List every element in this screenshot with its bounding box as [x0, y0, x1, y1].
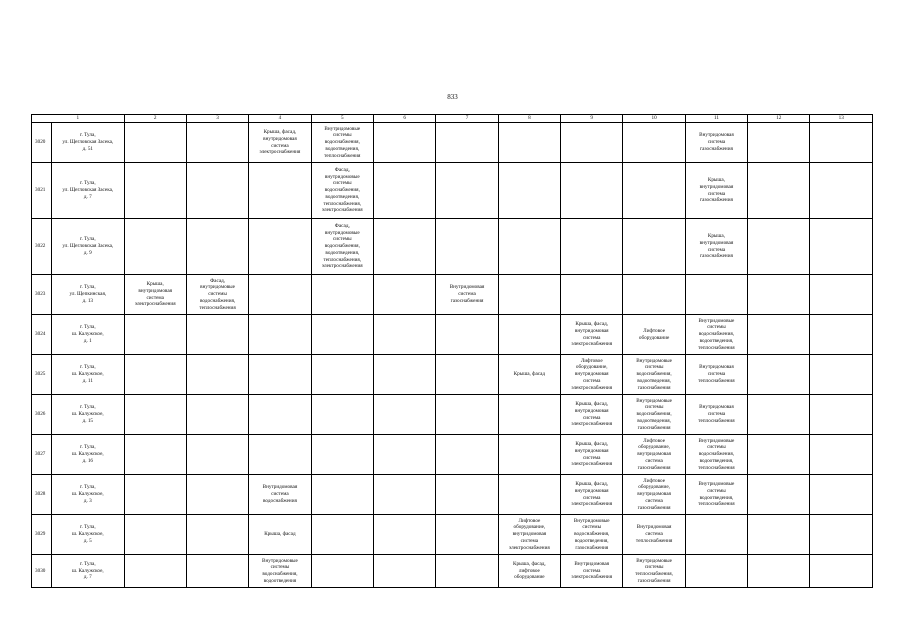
work-type-cell — [311, 475, 373, 515]
work-type-cell: Внутридомовая система водоснабжения — [249, 475, 311, 515]
work-type-cell — [124, 435, 186, 475]
work-type-cell — [186, 315, 248, 355]
column-header-12: 12 — [748, 115, 810, 123]
work-type-cell — [249, 435, 311, 475]
work-type-cell — [186, 555, 248, 588]
work-type-cell — [810, 219, 873, 275]
work-type-cell: Фасад, внутридомовые системы водоснабжения, водоотведения, теплоснабжения, электроснабжения — [311, 219, 373, 275]
work-type-cell — [436, 395, 498, 435]
table-row — [32, 395, 873, 435]
work-type-cell — [561, 163, 623, 219]
work-type-cell — [748, 219, 810, 275]
work-type-cell — [124, 475, 186, 515]
address-cell: г. Тула, ул. Щепкинская, д. 13 — [52, 275, 124, 315]
work-type-cell: Внутридомовая система газоснабжения — [685, 123, 747, 163]
work-type-cell: Крыша, фасад, внутридомовая система электроснабжения — [249, 123, 311, 163]
work-type-cell — [561, 123, 623, 163]
address-cell: г. Тула, ул. Щегловская Засека, д. 7 — [52, 163, 124, 219]
work-type-cell — [311, 315, 373, 355]
work-type-cell — [810, 555, 873, 588]
work-type-cell — [373, 123, 435, 163]
work-type-cell: Внутридомовая система газоснабжения — [436, 275, 498, 315]
work-type-cell: Крыша, фасад, внутридомовая система электроснабжения — [561, 395, 623, 435]
work-type-cell: Внутридомовые системы водоснабжения, водоотведения — [249, 555, 311, 588]
row-number: 3025 — [32, 355, 52, 395]
work-type-cell — [498, 435, 560, 475]
work-type-cell — [373, 395, 435, 435]
address-cell: г. Тула, ш. Калужское, д. 11 — [52, 355, 124, 395]
column-header-2: 2 — [124, 115, 186, 123]
work-type-cell — [498, 475, 560, 515]
work-type-cell — [186, 475, 248, 515]
table-row — [32, 515, 873, 555]
work-type-cell — [124, 515, 186, 555]
work-type-cell — [124, 555, 186, 588]
work-type-cell — [436, 219, 498, 275]
row-number: 3020 — [32, 123, 52, 163]
work-type-cell: Крыша, внутридомовая система электроснабжения — [124, 275, 186, 315]
table-row — [32, 123, 873, 163]
work-type-cell — [373, 555, 435, 588]
work-type-cell — [436, 475, 498, 515]
row-number: 3024 — [32, 315, 52, 355]
work-type-cell — [373, 355, 435, 395]
work-type-cell — [436, 555, 498, 588]
work-type-cell — [685, 275, 747, 315]
address-cell: г. Тула, ш. Калужское, д. 16 — [52, 435, 124, 475]
work-type-cell: Внутридомовые системы водоснабжения, водоотведения, теплоснабжения — [685, 315, 747, 355]
work-type-cell — [748, 355, 810, 395]
work-type-cell — [810, 275, 873, 315]
work-type-cell — [685, 555, 747, 588]
column-header-4: 4 — [249, 115, 311, 123]
address-cell: г. Тула, ш. Калужское, д. 5 — [52, 515, 124, 555]
work-type-cell: Внутридомовые системы водоснабжения, водоотведения, теплоснабжения — [685, 435, 747, 475]
work-type-cell — [810, 355, 873, 395]
column-header-10: 10 — [623, 115, 685, 123]
address-cell: г. Тула, ш. Калужское, д. 15 — [52, 395, 124, 435]
work-type-cell — [249, 163, 311, 219]
work-type-cell: Лифтовое оборудование, внутридомовая система газоснабжения — [623, 435, 685, 475]
row-number: 3021 — [32, 163, 52, 219]
work-type-cell — [748, 555, 810, 588]
work-type-cell: Крыша, внутридомовая система газоснабжения — [685, 219, 747, 275]
table-row — [32, 435, 873, 475]
address-cell: г. Тула, ул. Щегловская Засека, д. 51 — [52, 123, 124, 163]
work-type-cell — [373, 163, 435, 219]
work-type-cell — [561, 275, 623, 315]
work-type-cell — [436, 123, 498, 163]
work-type-cell — [124, 315, 186, 355]
table-row — [32, 219, 873, 275]
work-type-cell — [498, 123, 560, 163]
work-type-cell: Внутридомовая система теплоснабжения — [623, 515, 685, 555]
work-type-cell — [373, 315, 435, 355]
work-type-cell — [748, 515, 810, 555]
work-type-cell — [436, 163, 498, 219]
work-type-cell: Лифтовое оборудование, внутридомовая система газоснабжения — [623, 475, 685, 515]
work-type-cell: Внутридомовые системы теплоснабжения, газоснабжения — [623, 555, 685, 588]
work-type-cell — [186, 395, 248, 435]
work-type-cell — [436, 355, 498, 395]
work-type-cell: Внутридомовые системы водоснабжения, водоотведения, газоснабжения — [623, 395, 685, 435]
column-header-3: 3 — [186, 115, 248, 123]
column-header-1: 1 — [32, 115, 125, 123]
table-row — [32, 315, 873, 355]
work-type-cell — [810, 435, 873, 475]
work-type-cell: Фасад, внутридомовые системы водоснабжения, теплоснабжения — [186, 275, 248, 315]
work-type-cell — [311, 555, 373, 588]
work-type-cell — [311, 395, 373, 435]
row-number: 3030 — [32, 555, 52, 588]
work-type-cell — [498, 163, 560, 219]
column-header-6: 6 — [373, 115, 435, 123]
address-cell: г. Тула, ш. Калужское, д. 1 — [52, 315, 124, 355]
row-number: 3028 — [32, 475, 52, 515]
repair-schedule-table — [31, 114, 873, 588]
work-type-cell — [311, 355, 373, 395]
header-row — [32, 115, 873, 123]
work-type-cell — [186, 163, 248, 219]
address-cell: г. Тула, ш. Калужское, д. 3 — [52, 475, 124, 515]
address-cell: г. Тула, ул. Щегловская Засека, д. 9 — [52, 219, 124, 275]
work-type-cell — [685, 515, 747, 555]
work-type-cell — [810, 475, 873, 515]
table-row — [32, 275, 873, 315]
table-row — [32, 355, 873, 395]
work-type-cell — [810, 123, 873, 163]
work-type-cell — [186, 435, 248, 475]
work-type-cell — [124, 123, 186, 163]
work-type-cell — [249, 395, 311, 435]
work-type-cell — [810, 515, 873, 555]
table-row — [32, 555, 873, 588]
work-type-cell — [810, 163, 873, 219]
table-row — [32, 475, 873, 515]
work-type-cell — [186, 355, 248, 395]
work-type-cell — [498, 395, 560, 435]
work-type-cell — [748, 315, 810, 355]
work-type-cell: Крыша, фасад, внутридомовая система электроснабжения — [561, 475, 623, 515]
work-type-cell — [249, 219, 311, 275]
column-header-8: 8 — [498, 115, 560, 123]
work-type-cell — [373, 435, 435, 475]
work-type-cell — [748, 163, 810, 219]
work-type-cell — [748, 475, 810, 515]
work-type-cell — [311, 515, 373, 555]
work-type-cell: Лифтовое оборудование, внутридомовая система электроснабжения — [498, 515, 560, 555]
table-row — [32, 163, 873, 219]
column-header-13: 13 — [810, 115, 873, 123]
work-type-cell: Внутридомовые системы водоотведения, теплоснабжения — [685, 475, 747, 515]
work-type-cell: Крыша, внутридомовая система газоснабжения — [685, 163, 747, 219]
work-type-cell — [748, 395, 810, 435]
work-type-cell — [748, 275, 810, 315]
work-type-cell — [810, 315, 873, 355]
work-type-cell: Лифтовое оборудование, внутридомовая система электроснабжения — [561, 355, 623, 395]
work-type-cell: Внутридомовая система теплоснабжения — [685, 395, 747, 435]
work-type-cell: Фасад, внутридомовые системы водоснабжения, водоотведения, теплоснабжения, электроснабжения — [311, 163, 373, 219]
work-type-cell: Крыша, фасад — [498, 355, 560, 395]
work-type-cell — [373, 275, 435, 315]
row-number: 3026 — [32, 395, 52, 435]
address-cell: г. Тула, ш. Калужское, д. 7 — [52, 555, 124, 588]
work-type-cell — [311, 435, 373, 475]
work-type-cell — [498, 219, 560, 275]
work-type-cell: Внутридомовые системы водоснабжения, водоотведения, газоснабжения — [623, 355, 685, 395]
work-type-cell — [186, 123, 248, 163]
work-type-cell — [373, 515, 435, 555]
work-type-cell — [748, 435, 810, 475]
row-number: 3022 — [32, 219, 52, 275]
work-type-cell — [249, 275, 311, 315]
work-type-cell — [124, 163, 186, 219]
work-type-cell — [249, 315, 311, 355]
work-type-cell — [186, 515, 248, 555]
work-type-cell: Внутридомовые системы водоснабжения, водоотведения, газоснабжения — [561, 515, 623, 555]
work-type-cell: Внутридомовые системы водоснабжения, водоотведения, теплоснабжения — [311, 123, 373, 163]
work-type-cell — [186, 219, 248, 275]
work-type-cell — [623, 123, 685, 163]
work-type-cell — [436, 315, 498, 355]
work-type-cell — [436, 435, 498, 475]
column-header-9: 9 — [561, 115, 623, 123]
work-type-cell: Крыша, фасад, внутридомовая система электроснабжения — [561, 315, 623, 355]
column-header-7: 7 — [436, 115, 498, 123]
work-type-cell: Лифтовое оборудование — [623, 315, 685, 355]
work-type-cell — [498, 275, 560, 315]
work-type-cell — [623, 163, 685, 219]
work-type-cell: Крыша, фасад, лифтовое оборудование — [498, 555, 560, 588]
work-type-cell — [748, 123, 810, 163]
work-type-cell — [498, 315, 560, 355]
page-number: 833 — [447, 93, 458, 101]
column-header-5: 5 — [311, 115, 373, 123]
work-type-cell — [623, 275, 685, 315]
work-type-cell — [810, 395, 873, 435]
column-header-11: 11 — [685, 115, 747, 123]
work-type-cell — [124, 395, 186, 435]
row-number: 3029 — [32, 515, 52, 555]
work-type-cell — [311, 275, 373, 315]
work-type-cell — [124, 355, 186, 395]
work-type-cell — [124, 219, 186, 275]
work-type-cell: Крыша, фасад, внутридомовая система электроснабжения — [561, 435, 623, 475]
work-type-cell: Внутридомовая система теплоснабжения — [685, 355, 747, 395]
work-type-cell — [561, 219, 623, 275]
work-type-cell — [623, 219, 685, 275]
work-type-cell — [373, 219, 435, 275]
row-number: 3023 — [32, 275, 52, 315]
row-number: 3027 — [32, 435, 52, 475]
work-type-cell — [436, 515, 498, 555]
work-type-cell — [249, 355, 311, 395]
work-type-cell — [373, 475, 435, 515]
work-type-cell: Внутридомовая система электроснабжения — [561, 555, 623, 588]
work-type-cell: Крыша, фасад — [249, 515, 311, 555]
